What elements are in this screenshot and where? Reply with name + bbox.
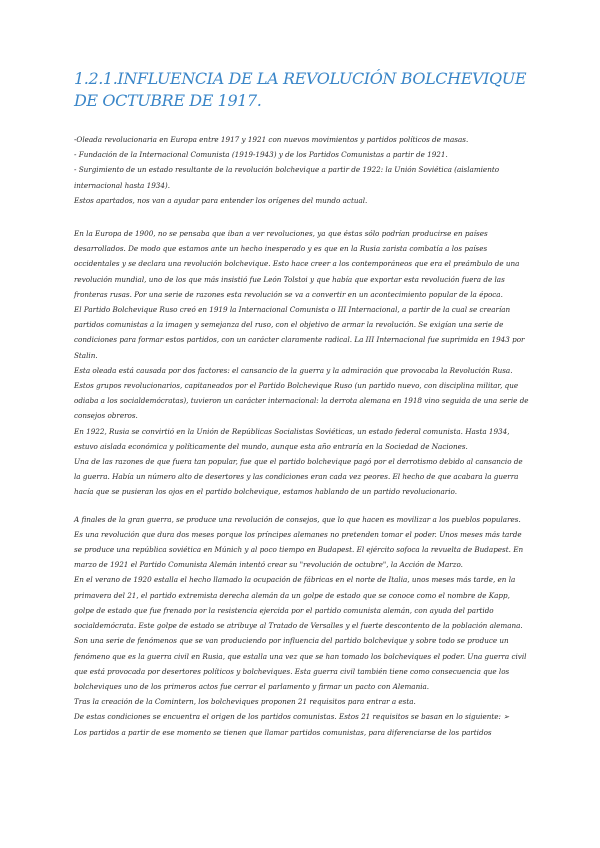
paragraph: El Partido Bolchevique Ruso creó en 1919 la Internacional Comunista o III Internacional, a partir de la cual se crearían partidos comunistas a la imagen y semejanza del ruso, con el objetivo de armar la revolución. Se exigían una serie de condiciones para formar estos partidos, con un carácter claramente radical. La III Internacional fue suprimida en 1943 por Stalin. <box>74 305 525 360</box>
intro-line: - Fundación de la Internacional Comunista (1919-1943) y de los Partidos Comunistas a partir de 1921. <box>74 150 448 160</box>
paragraph: De estas condiciones se encuentra el origen de los partidos comunistas. Estos 21 requisitos se basan en lo siguiente: ➢ <box>74 712 510 722</box>
section-title: 1.2.1.INFLUENCIA DE LA REVOLUCIÓN BOLCHEVIQUE DE OCTUBRE DE 1917. <box>74 69 527 110</box>
document-body <box>74 132 530 740</box>
paragraph: Los partidos a partir de ese momento se tienen que llamar partidos comunistas, para diferenciarse de los partidos <box>74 727 492 737</box>
paragraph: Una de las razones de que fuera tan popular, fue que el partido bolchevique pagó por el derrotismo debido al cansancio de la guerra. Había un número alto de desertores y las condiciones eran cada vez peores. El hecho de que acabara la guerra hacía que se pusieran los ojos en el partido bolchevique, estamos hablando de un partido revolucionario. <box>74 457 523 497</box>
intro-line: Estos apartados, nos van a ayudar para entender los orígenes del mundo actual. <box>74 195 368 205</box>
intro-line: -Oleada revolucionaria en Europa entre 1917 y 1921 con nuevos movimientos y partidos políticos de masas. <box>74 135 469 144</box>
paragraph-gap <box>74 208 530 226</box>
paragraph: A finales de la gran guerra, se produce una revolución de consejos, que lo que hacen es movilizar a los pueblos populares. Es una revolución que dura dos meses porque los príncipes alemanes no pretenden tomar el poder. Unos meses más tarde se produce una república soviética en Múnich y al poco tiempo en Budapest. El ejército sofoca la revuelta de Budapest. En marzo de 1921 el Partido Comunista Alemán intentó crear su "revolución de octubre", la Acción de Marzo. <box>74 514 524 570</box>
paragraph: En 1922, Rusia se convirtió en la Unión de Repúblicas Socialistas Soviéticas, un estado federal comunista. Hasta 1934, estuvo aislada económica y políticamente del mundo, aunque esta año entraría en la Sociedad de Naciones. <box>74 426 510 451</box>
intro-line: - Surgimiento de un estado resultante de la revolución bolchevique a partir de 1922: la Unión Soviética (aislamiento internacional hasta 1934). <box>74 165 500 190</box>
paragraph: Esta oleada está causada por dos factores: el cansancio de la guerra y la admiración que provocaba la Revolución Rusa. Estos grupos revolucionarios, capitaneados por el Partido Bolchevique Ruso (un partido nuevo, con disciplina militar, que odiaba a los socialdemócratas), tuvieron un carácter internacional: la derrota alemana en 1918 vino seguida de una serie de consejos obreros. <box>74 365 529 421</box>
paragraph-gap <box>74 500 530 512</box>
paragraph: En la Europa de 1900, no se pensaba que iban a ver revoluciones, ya que éstas sólo podrían producirse en países desarrollados. De modo que estamos ante un hecho inesperado y es que en la Rusia zarista combatía a los países occidentales y se declara una revolución bolchevique. Esto hace creer a los contemporáneos que era el preámbulo de una revolución mundial, uno de los que más insistió fue León Tolstoi y que había que exportar esta revolución fuera de las fronteras rusas. Por una serie de razones esta revolución se va a convertir en un acontecimiento popular de la época. <box>74 229 520 299</box>
paragraph: Son una serie de fenómenos que se van produciendo por influencia del partido bolchevique y sobre todo se produce un fenómeno que es la guerra civil en Rusia, que estalla una vez que se han tomado los bolcheviques el poder. Una guerra civil que está provocada por desertores políticos y bolcheviques. Esta guerra civil también tiene como consecuencia que los bolcheviques uno de los primeros actos fue cerrar el parlamento y firmar un pacto con Alemania. <box>74 636 527 691</box>
paragraph: Tras la creación de la Comintern, los bolcheviques proponen 21 requisitos para entrar a esta. <box>74 697 416 707</box>
paragraph: En el verano de 1920 estalla el hecho llamado la ocupación de fábricas en el norte de Italia, unos meses más tarde, en la primavera del 21, el partido extremista derecha alemán da un golpe de estado que se conoce como el nombre de Kapp, golpe de estado que fue frenado por la resistencia ejercida por el partido comunista alemán, con ayuda del partido socialdemócrata. Este golpe de estado se atribuye al Tratado de Versalles y el fuerte descontento de la población alemana. <box>74 575 523 631</box>
